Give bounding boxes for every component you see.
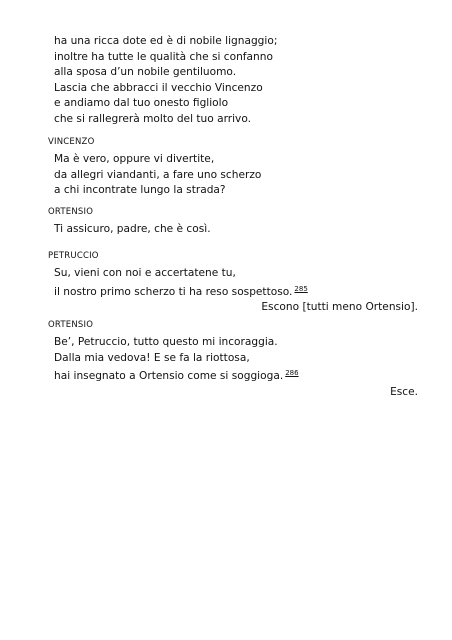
verse-lines	[48, 34, 418, 128]
verse-line: Dalla mia vedova! E se fa la riottosa,	[54, 351, 250, 364]
verse-line	[54, 282, 418, 301]
footnote-reference[interactable]: 285	[294, 284, 308, 293]
stage-direction: Esce.	[390, 385, 418, 398]
verse-line-text: hai insegnato a Ortensio come si soggioga.	[54, 370, 284, 383]
speaker-name: ORTENSIO	[48, 320, 94, 330]
verse-line: Lascia che abbracci il vecchio Vincenzo	[54, 81, 263, 94]
speech-ortensio	[48, 320, 418, 400]
speaker-name: VINCENZO	[48, 137, 95, 147]
verse-lines	[48, 152, 418, 199]
verse-line: Be’, Petruccio, tutto questo mi incoraggia.	[54, 336, 278, 348]
verse-line: alla sposa d’un nobile gentiluomo.	[54, 66, 237, 79]
speech-petruccio	[48, 251, 418, 316]
verse-line: inoltre ha tutte le qualità che si confanno	[54, 50, 273, 63]
verse-lines	[48, 335, 418, 385]
verse-line: a chi incontrate lungo la strada?	[54, 184, 226, 197]
speech-ortensio	[48, 207, 418, 238]
verse-lines	[48, 266, 418, 300]
verse-line: Ti assicuro, padre, che è così.	[54, 223, 211, 235]
verse-line: Ma è vero, oppure vi divertite,	[54, 153, 215, 165]
verse-lines	[48, 222, 418, 238]
verse-line: Su, vieni con noi e accertatene tu,	[54, 267, 236, 279]
verse-line-text: il nostro primo scherzo ti ha reso sospettoso.	[54, 285, 293, 298]
verse-line: che si rallegrerà molto del tuo arrivo.	[54, 112, 251, 125]
verse-line: da allegri viandanti, a fare uno scherzo	[54, 168, 262, 181]
speech-continuation	[48, 34, 418, 128]
verse-line	[54, 366, 418, 385]
footnote-reference[interactable]: 286	[285, 369, 299, 378]
speaker-name: ORTENSIO	[48, 207, 94, 217]
verse-line: ha una ricca dote ed è di nobile lignaggio;	[54, 35, 278, 47]
speech-vincenzo	[48, 137, 418, 199]
speaker-name: PETRUCCIO	[48, 251, 99, 261]
stage-direction: Escono [tutti meno Ortensio].	[261, 301, 418, 314]
verse-line: e andiamo dal tuo onesto figliolo	[54, 97, 229, 110]
